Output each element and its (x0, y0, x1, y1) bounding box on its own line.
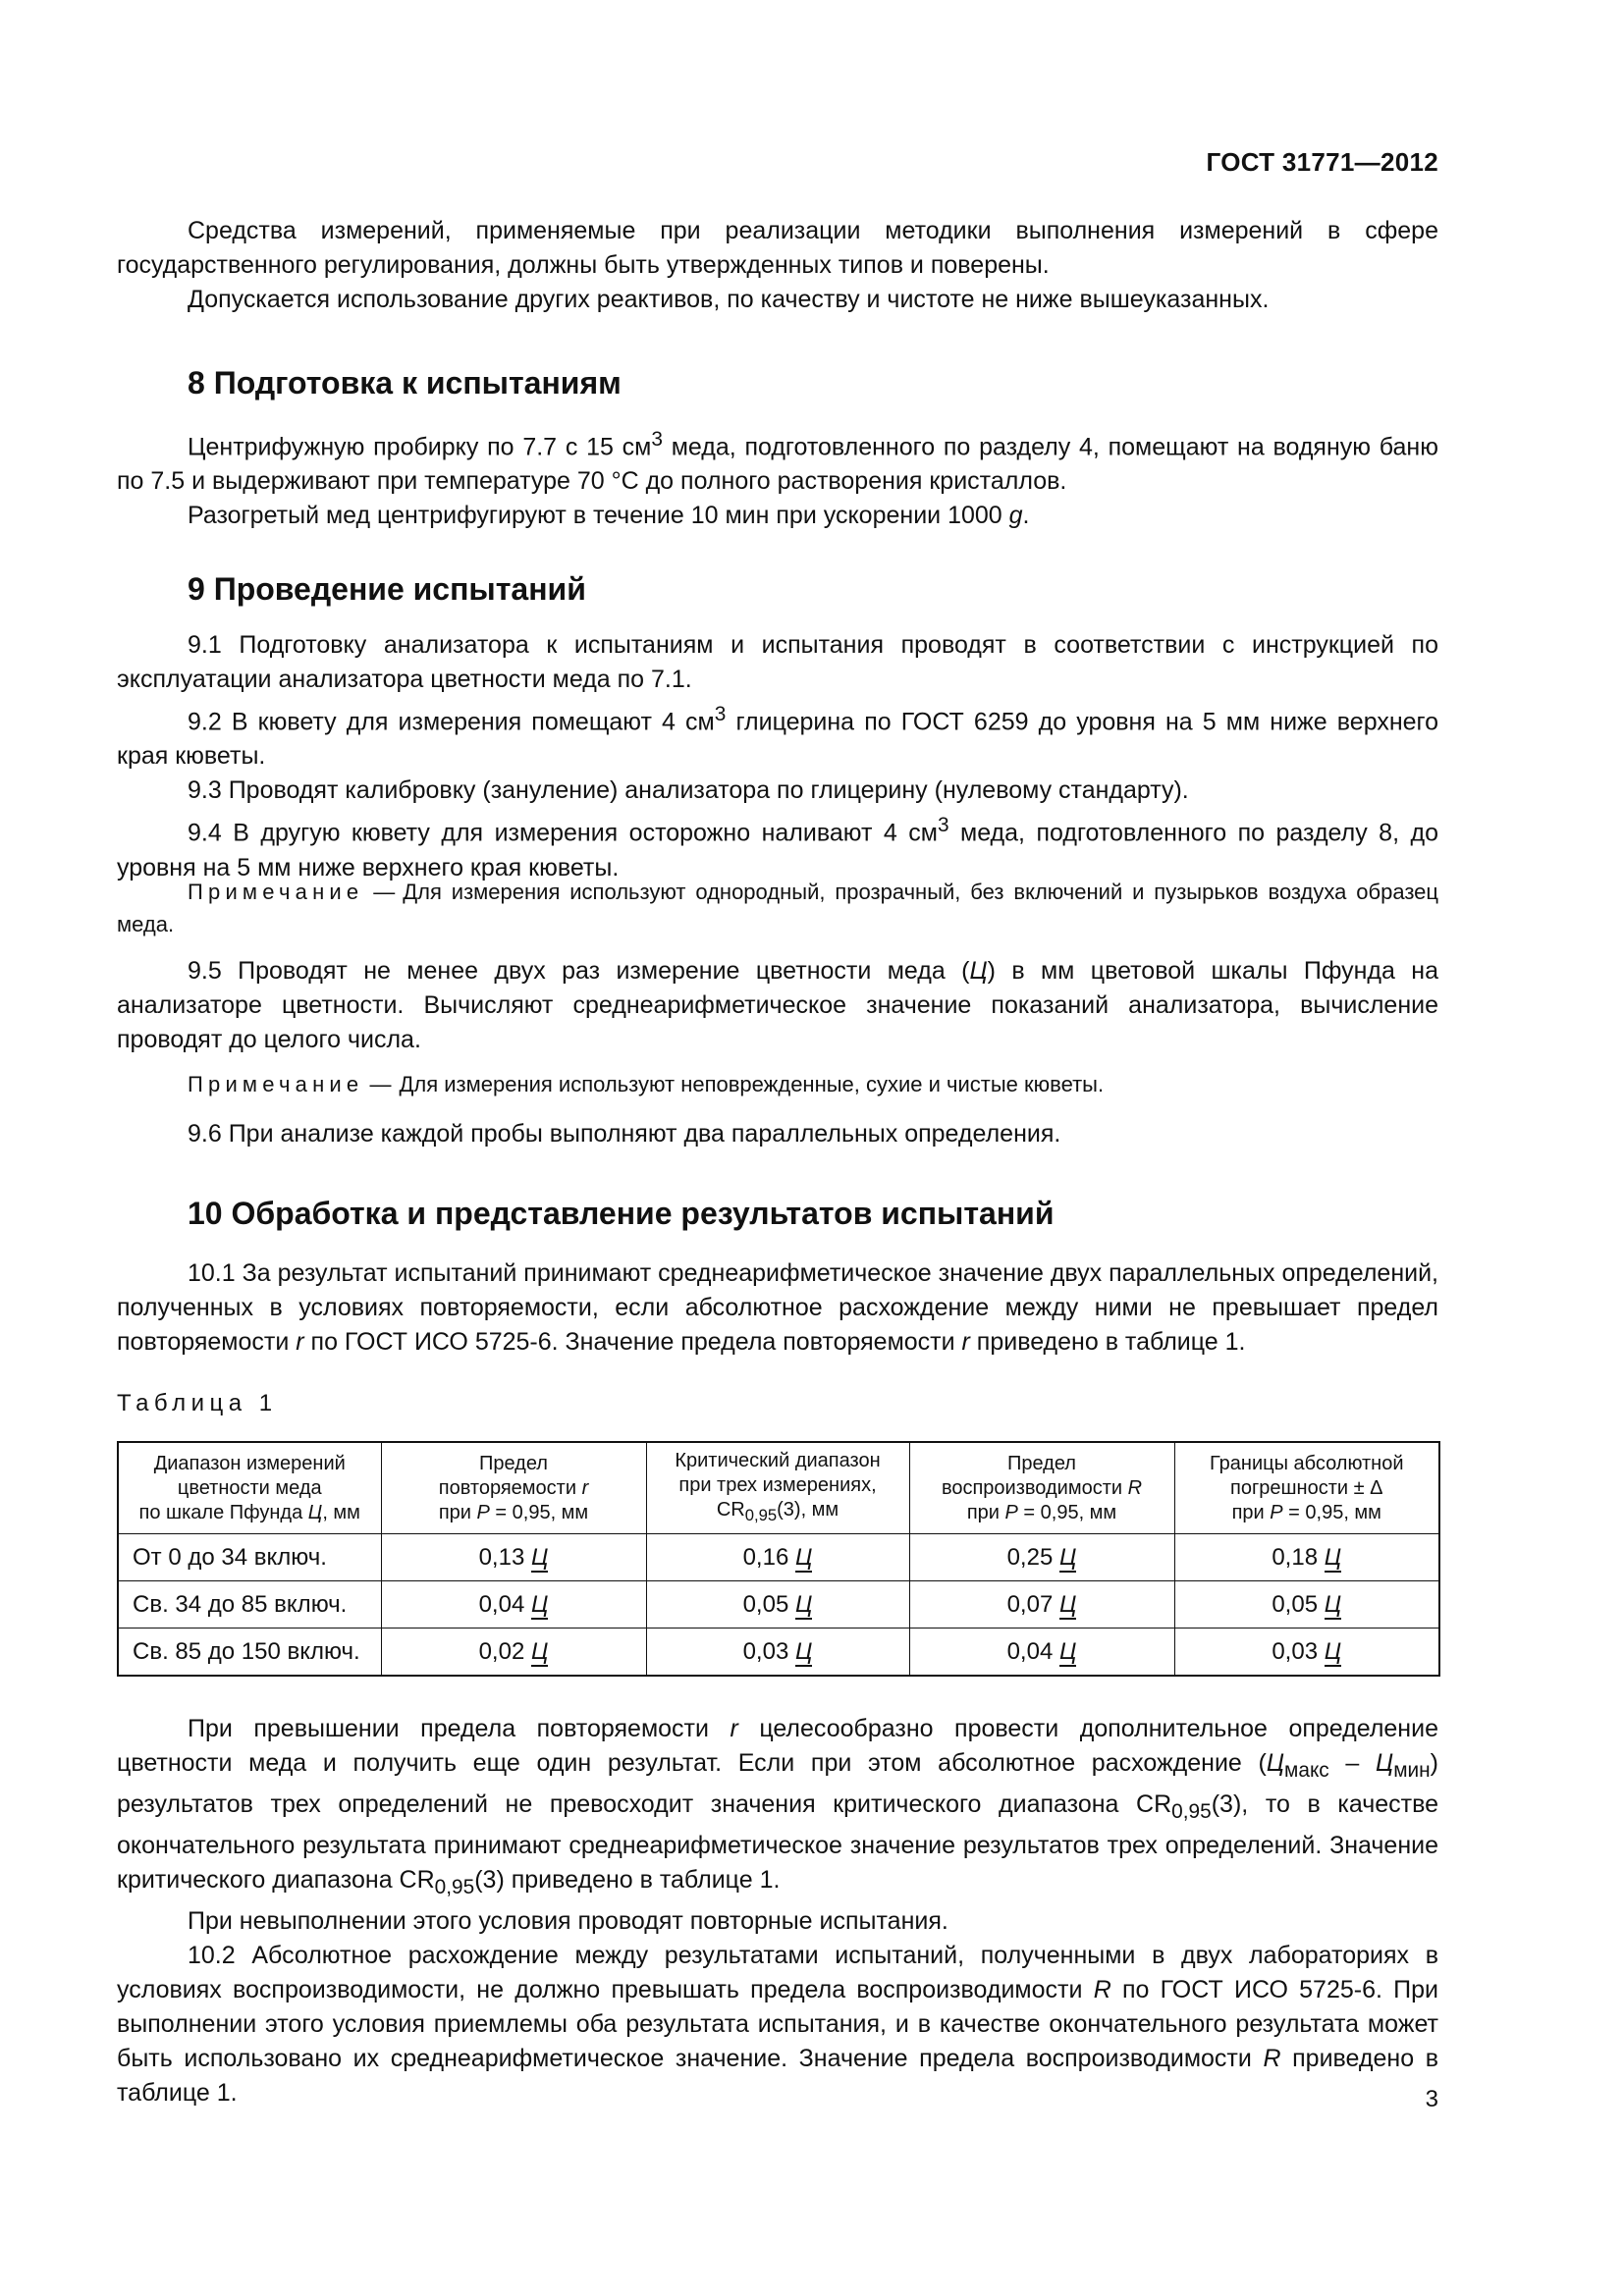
section-8-body (117, 422, 1438, 533)
paragraph-repeat-tests: При невыполнении этого условия проводят повторные испытания. (188, 1907, 948, 1935)
header-repeatability-limit: Предел повторяемости r при P = 0,95, мм (381, 1442, 646, 1534)
range-cell: Св. 85 до 150 включ. (118, 1629, 381, 1677)
note-text: Для измерения используют неповрежденные, сухие и чистые кюветы. (399, 1072, 1105, 1096)
intro-paragraph-1: Средства измерений, применяемые при реализации методики выполнения измерений в сфере государственного регулирования, должны быть утвержденных типов и поверены. (117, 217, 1438, 279)
table-row (118, 1534, 1439, 1581)
range-cell: Св. 34 до 85 включ. (118, 1581, 381, 1629)
section-9-body-a (117, 628, 1438, 885)
paragraph-9-4: 9.4 В другую кювету для измерения осторожно наливают 4 $см^3$ меда, подготовленного по разделу 8, до уровня на 5 мм ниже верхнего края кюветы. (117, 814, 1438, 881)
section-9-title: 9 Проведение испытаний (188, 571, 586, 607)
section-8-title: 8 Подготовка к испытаниям (188, 365, 622, 400)
intro-paragraph-2: Допускается использование других реактивов, по качеству и чистоте не ниже вышеуказанных. (188, 286, 1270, 313)
table-row (118, 1581, 1439, 1629)
reproducibility-cell: 0,07 Ц (909, 1581, 1174, 1629)
paragraph-9-2: 9.2 В кювету для измерения помещают 4 $см^3$ глицерина по ГОСТ 6259 до уровня на 5 мм ниже верхнего края кюветы. (117, 703, 1438, 771)
header-reproducibility-limit: Предел воспроизводимости R при P = 0,95, мм (909, 1442, 1174, 1534)
section-9-body-c (117, 1117, 1438, 1151)
paragraph-after-table: При превышении предела повторяемости r целесообразно провести дополнительное определение цветности меда и получить еще один результат. Если при этом абсолютное расхождение $(Ц_{макс} - Ц_{мин})$ результатов трех определений не превосходит значения критического диапазона $CR_{0,95}(3)$, то в качестве окончательного результата принимают среднеарифметическое значение результатов трех определений. Значение критического диапазона $CR_{0,95}(3)$ приведено в таблице 1. (117, 1715, 1438, 1898)
paragraph-9-3: 9.3 Проводят калибровку (зануление) анализатора по глицерину (нулевому стандарту). (188, 776, 1189, 805)
critical-range-cell: 0,05 Ц (646, 1581, 909, 1629)
critical-range-cell: 0,03 Ц (646, 1629, 909, 1677)
table-caption: Таблица 1 (117, 1390, 278, 1416)
note-text: Для измерения используют однородный, прозрачный, без включений и пузырьков воздуха образец меда. (117, 880, 1438, 936)
note-1: Примечание — Для измерения используют однородный, прозрачный, без включений и пузырьков воздуха образец меда. (117, 880, 1438, 936)
note-2: Примечание — Для измерения используют неповрежденные, сухие и чистые кюветы. (188, 1072, 1105, 1096)
header-error-bounds: Границы абсолютной погрешности ± Δ при P = 0,95, мм (1174, 1442, 1439, 1534)
section-8-paragraph-2: Разогретый мед центрифугируют в течение 10 мин при ускорении 1000 g. (188, 502, 1030, 530)
intro-block (117, 214, 1438, 317)
paragraph-10-1: 10.1 За результат испытаний принимают среднеарифметическое значение двух параллельных определений, полученных в условиях повторяемости, если абсолютное расхождение между ними не превышает предел повторяемости r по ГОСТ ИСО 5725-6. Значение предела повторяемости r приведено в таблице 1. (117, 1259, 1438, 1356)
document-page (117, 0, 1438, 2296)
repeatability-cell: 0,02 Ц (381, 1629, 646, 1677)
section-8-paragraph-1: Центрифужную пробирку по 7.7 с 15 $см^3$ меда, подготовленного по разделу 4, помещают на водяную баню по 7.5 и выдерживают при температуре 70 °C до полного растворения кристаллов. (117, 428, 1438, 496)
table-row (118, 1629, 1439, 1677)
error-bounds-cell: 0,18 Ц (1174, 1534, 1439, 1581)
header-measurement-range: Диапазон измерений цветности меда по шкале Пфунда Ц, мм (118, 1442, 381, 1534)
repeatability-cell: 0,13 Ц (381, 1534, 646, 1581)
error-bounds-cell: 0,05 Ц (1174, 1581, 1439, 1629)
page-number: 3 (1425, 2086, 1438, 2112)
section-10-title: 10 Обработка и представление результатов испытаний (188, 1196, 1055, 1231)
reproducibility-cell: 0,25 Ц (909, 1534, 1174, 1581)
paragraph-9-1: 9.1 Подготовку анализатора к испытаниям и испытания проводят в соответствии с инструкцией по эксплуатации анализатора цветности меда по 7.1. (117, 631, 1438, 693)
paragraph-10-2: 10.2 Абсолютное расхождение между результатами испытаний, полученными в двух лабораториях в условиях воспроизводимости, не должно превышать предела воспроизводимости R по ГОСТ ИСО 5725-6. При выполнении этого условия приемлемы оба результата испытания, и в качестве окончательного результата может быть использовано их среднеарифметическое значение. Значение предела воспроизводимости R приведено в таблице 1. (117, 1942, 1439, 2107)
section-9-body-b (117, 954, 1438, 1057)
reproducibility-cell: 0,04 Ц (909, 1629, 1174, 1677)
repeatability-cell: 0,04 Ц (381, 1581, 646, 1629)
critical-range-cell: 0,16 Ц (646, 1534, 909, 1581)
header-critical-range: Критический диапазон при трех измерениях, $CR_{0,95}(3)$, мм (646, 1442, 909, 1534)
standard-code: ГОСТ 31771—2012 (1206, 147, 1438, 177)
section-10-body-b (117, 1712, 1438, 2110)
note-label: Примечание (188, 1072, 364, 1096)
paragraph-9-6: 9.6 При анализе каждой пробы выполняют два параллельных определения. (188, 1120, 1061, 1148)
range-cell: От 0 до 34 включ. (118, 1534, 381, 1581)
note-label: Примечание (188, 880, 364, 904)
table-header-row (118, 1442, 1439, 1534)
section-10-body-a (117, 1256, 1438, 1360)
table-1 (117, 1441, 1440, 1677)
paragraph-9-5: 9.5 Проводят не менее двух раз измерение цветности меда (Ц) в мм цветовой шкалы Пфунда на анализаторе цветности. Вычисляют среднеарифметическое значение показаний анализатора, вычисление проводят до целого числа. (117, 957, 1438, 1053)
error-bounds-cell: 0,03 Ц (1174, 1629, 1439, 1677)
